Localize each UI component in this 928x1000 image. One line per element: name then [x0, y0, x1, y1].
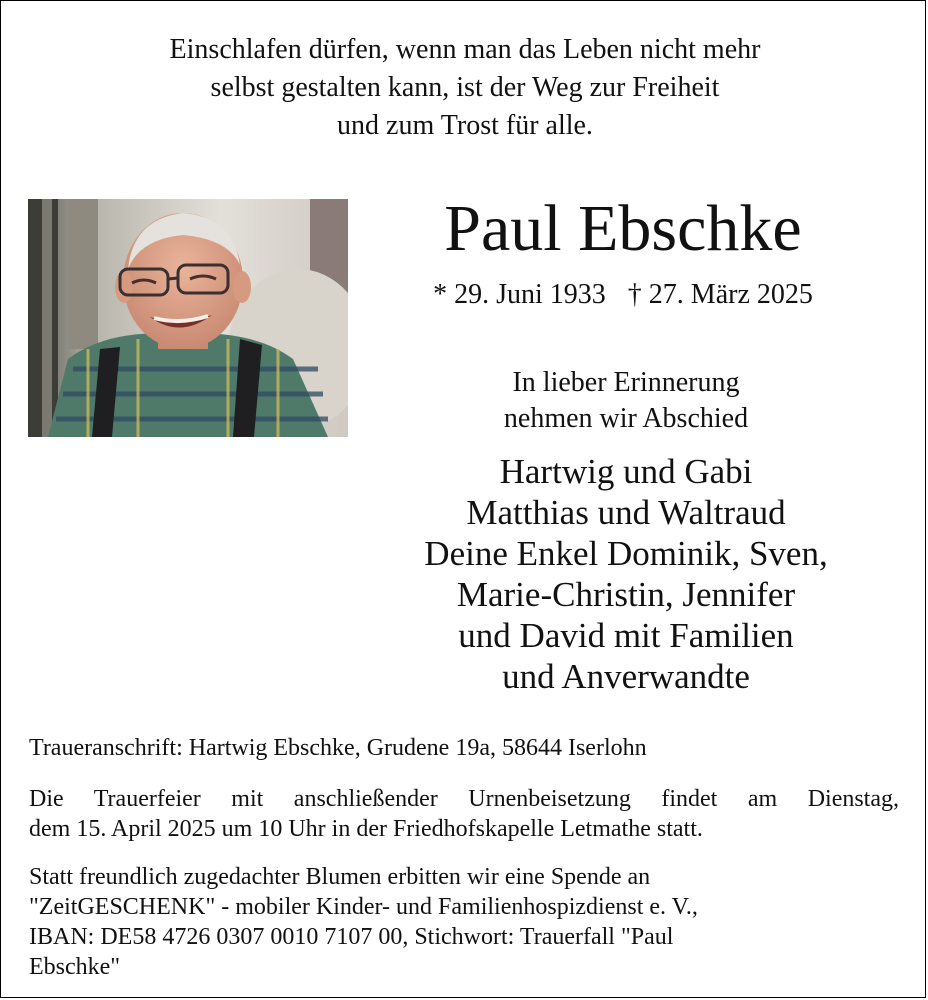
motto-line-1: Einschlafen dürfen, wenn man das Leben nicht mehr: [169, 34, 761, 65]
mourning-address: Traueranschrift: Hartwig Ebschke, Grudene 19a, 58644 Iserlohn: [29, 735, 647, 761]
mourner-line-1: Hartwig und Gabi: [499, 452, 753, 491]
donation-line-2: "ZeitGESCHENK" - mobiler Kinder- und Familienhospizdienst e. V.,: [29, 894, 698, 920]
mourner-line-2: Matthias und Waltraud: [466, 493, 786, 532]
ceremony-info: [29, 784, 899, 844]
portrait-photo: [28, 199, 348, 437]
donation-request: [29, 862, 899, 982]
mourners-list: [393, 451, 859, 697]
donation-line-3: IBAN: DE58 4726 0307 0010 7107 00, Stichwort: Trauerfall "Paul: [29, 924, 674, 950]
mourner-line-5: und David mit Familien: [458, 616, 794, 655]
memory-line-2: nehmen wir Abschied: [503, 403, 749, 434]
ceremony-line-2: dem 15. April 2025 um 10 Uhr in der Friedhofskapelle Letmathe statt.: [29, 816, 703, 842]
life-dates: [393, 277, 853, 313]
memory-text: [393, 365, 859, 437]
deceased-name: Paul Ebschke: [444, 192, 802, 265]
memory-line-1: In lieber Erinnerung: [512, 367, 740, 398]
mourner-line-3: Deine Enkel Dominik, Sven,: [424, 534, 828, 573]
motto-line-3: und zum Trost für alle.: [337, 110, 593, 141]
mourner-line-4: Marie-Christin, Jennifer: [456, 575, 796, 614]
motto-quote: [1, 31, 928, 145]
birth-date: * 29. Juni 1933: [433, 279, 606, 310]
donation-line-4: Ebschke": [29, 954, 121, 980]
donation-line-1: Statt freundlich zugedachter Blumen erbitten wir eine Spende an: [29, 864, 651, 890]
ceremony-line-1: Die Trauerfeier mit anschließender Urnenbeisetzung findet am Dienstag,: [29, 786, 899, 812]
motto-line-2: selbst gestalten kann, ist der Weg zur Freiheit: [210, 72, 720, 103]
death-date: † 27. März 2025: [627, 279, 813, 310]
mourner-line-6: und Anverwandte: [502, 657, 750, 696]
